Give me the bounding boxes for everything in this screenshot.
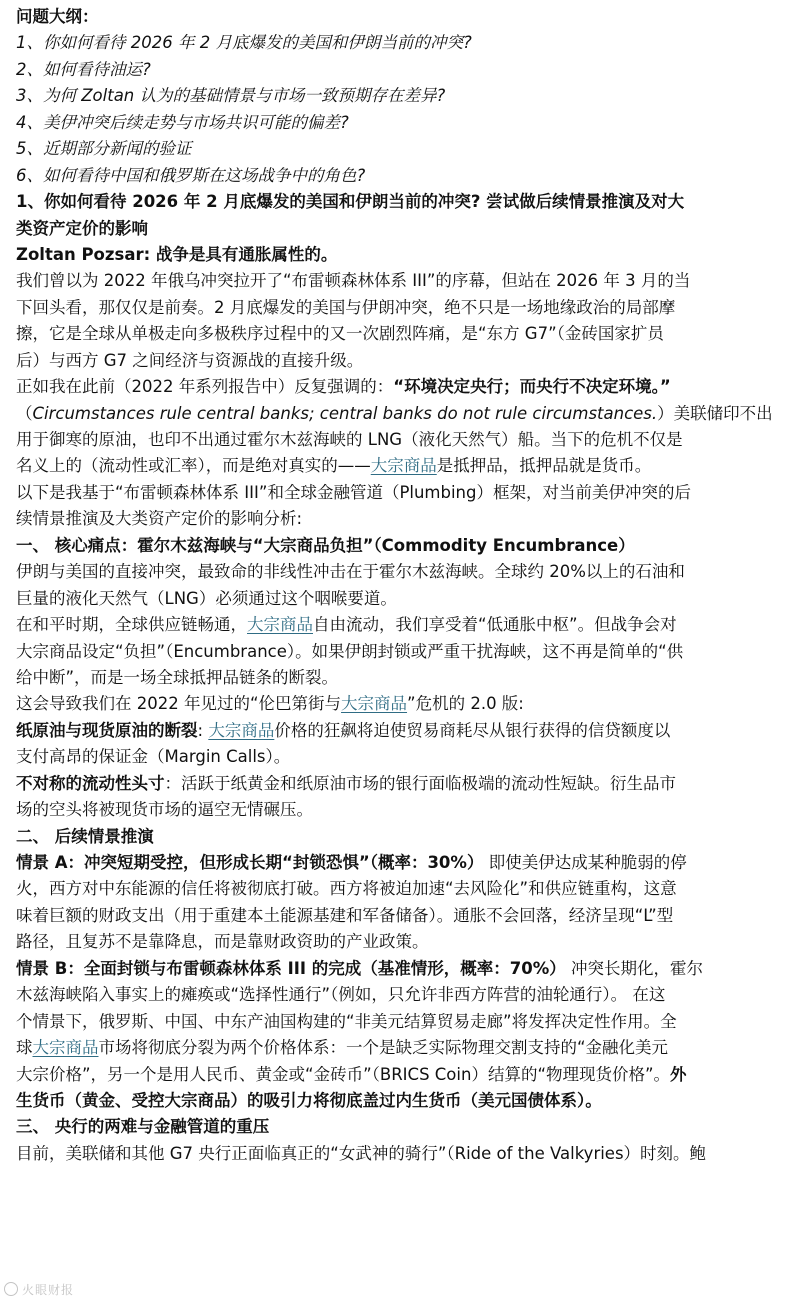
text-run: ：活跃于纸黄金和纸原油市场的银行面临极端的流动性短缺。衍生品市 bbox=[164, 773, 676, 793]
text-run: 火，西方对中东能源的信任将被彻底打破。西方将被迫加速“去风险化”和供应链重构，这意 bbox=[16, 879, 677, 899]
text-run: 5、近期部分新闻的验证 bbox=[16, 139, 192, 159]
text-line bbox=[16, 956, 790, 982]
text-run: 价格的狂飙将迫使贸易商耗尽从银行获得的信贷额度以 bbox=[274, 720, 671, 740]
text-run: 1、你如何看待 2026 年 2 月底爆发的美国和伊朗当前的冲突? bbox=[16, 33, 472, 53]
text-run: 给中断”，而是一场全球抵押品链条的断裂。 bbox=[16, 667, 339, 687]
text-line bbox=[16, 189, 790, 215]
text-line bbox=[16, 216, 790, 242]
text-line bbox=[16, 982, 790, 1008]
text-run: 后）与西方 G7 之间经济与资源战的直接升级。 bbox=[16, 350, 364, 370]
text-line bbox=[16, 268, 790, 294]
text-run: 伊朗与美国的直接冲突，最致命的非线性冲击在于霍尔木兹海峡。全球约 20%以上的石油和 bbox=[16, 562, 685, 582]
watermark-logo-icon bbox=[4, 1282, 18, 1296]
text-line bbox=[16, 401, 790, 427]
text-run: 冲突长期化，霍尔 bbox=[565, 958, 703, 978]
text-run: 球 bbox=[16, 1038, 33, 1058]
text-run: 即使美伊达成某种脆弱的停 bbox=[483, 853, 687, 872]
text-line bbox=[16, 533, 790, 559]
text-run: 纸原油与现货原油的断裂 bbox=[16, 720, 198, 740]
text-line bbox=[16, 1088, 790, 1114]
text-line bbox=[16, 83, 790, 109]
text-run: 这会导致我们在 2022 年见过的“伦巴第街与 bbox=[16, 694, 342, 714]
text-line bbox=[16, 1062, 790, 1088]
text-line bbox=[16, 824, 790, 850]
text-line bbox=[16, 110, 790, 136]
text-line bbox=[16, 57, 790, 83]
text-run: 问题大纲： bbox=[16, 7, 99, 26]
text-line bbox=[16, 163, 790, 189]
text-run: 我们曾以为 2022 年俄乌冲突拉开了“布雷顿森林体系 III”的序幕，但站在 2026 年 3 月的当 bbox=[16, 271, 691, 291]
text-run: ）美联储印不出 bbox=[657, 403, 773, 423]
text-line bbox=[16, 242, 790, 268]
text-line bbox=[16, 1009, 790, 1035]
text-run: 场的空头将被现货市场的逼空无情碾压。 bbox=[16, 800, 313, 820]
text-line bbox=[16, 30, 790, 56]
text-line bbox=[16, 903, 790, 929]
text-line bbox=[16, 929, 790, 955]
text-line bbox=[16, 453, 790, 479]
text-line bbox=[16, 1141, 790, 1167]
text-line bbox=[16, 506, 790, 532]
text-run: ”危机的 2.0 版: bbox=[407, 694, 524, 714]
text-line bbox=[16, 136, 790, 162]
text-run: 类资产定价的影响 bbox=[16, 218, 148, 238]
text-run: 3、为何 Zoltan 认为的基础情景与市场一致预期存在差异? bbox=[16, 86, 446, 106]
text-run: “环境决定央行；而央行不决定环境。” bbox=[393, 377, 671, 397]
text-run: 生货币（黄金、受控大宗商品）的吸引力将彻底盖过内生货币（美元国债体系）。 bbox=[16, 1090, 602, 1110]
text-line bbox=[16, 771, 790, 797]
text-run: 大宗价格”，另一个是用人民币、黄金或“金砖币”（BRICS Coin）结算的“物理现货价格”。 bbox=[16, 1064, 671, 1084]
text-run: 在和平时期，全球供应链畅通， bbox=[16, 615, 247, 635]
text-run: 续情景推演及大类资产定价的影响分析: bbox=[16, 509, 303, 529]
text-run: 名义上的（流动性或汇率），而是绝对真实的—— bbox=[16, 456, 371, 476]
text-run: 用于御寒的原油，也印不出通过霍尔木兹海峡的 LNG（液化天然气）船。当下的危机不仅是 bbox=[16, 430, 683, 449]
text-run: 一、 核心痛点：霍尔木兹海峡与“大宗商品负担”（Commodity Encumbrance） bbox=[16, 535, 635, 555]
text-run: 三、 央行的两难与金融管道的重压 bbox=[16, 1117, 270, 1137]
text-run: 正如我在此前（2022 年系列报告中）反复强调的： bbox=[16, 377, 394, 397]
text-line bbox=[16, 427, 790, 453]
watermark: 火眼财报 bbox=[4, 1281, 74, 1298]
text-run: 路径，且复苏不是靠降息，而是靠财政资助的产业政策。 bbox=[16, 932, 429, 952]
text-run: 2、如何看待油运? bbox=[16, 59, 151, 79]
text-run: 自由流动，我们享受着“低通胀中枢”。但战争会对 bbox=[313, 615, 677, 635]
text-run: 以下是我基于“布雷顿森林体系 III”和全球金融管道（Plumbing）框架，对当前美伊冲突的后 bbox=[16, 482, 691, 502]
text-line bbox=[16, 718, 790, 744]
text-line bbox=[16, 612, 790, 638]
text-line bbox=[16, 691, 790, 717]
text-run: 下回头看，那仅仅是前奏。2 月底爆发的美国与伊朗冲突，绝不只是一场地缘政治的局部摩 bbox=[16, 297, 676, 317]
text-run: 6、如何看待中国和俄罗斯在这场战争中的角色? bbox=[16, 165, 366, 185]
text-line bbox=[16, 665, 790, 691]
text-line bbox=[16, 586, 790, 612]
text-run: 大宗商品设定“负担”（Encumbrance）。如果伊朗封锁或严重干扰海峡，这不再是简单的“供 bbox=[16, 641, 684, 661]
commodity-link[interactable]: 大宗商品 bbox=[32, 1038, 99, 1058]
commodity-link[interactable]: 大宗商品 bbox=[208, 720, 275, 740]
text-line bbox=[16, 850, 790, 876]
text-run: 外 bbox=[670, 1064, 687, 1084]
text-line bbox=[16, 321, 790, 347]
commodity-link[interactable]: 大宗商品 bbox=[370, 456, 437, 476]
text-run: Zoltan Pozsar: 战争是具有通胀属性的。 bbox=[16, 244, 338, 264]
commodity-link[interactable]: 大宗商品 bbox=[247, 615, 313, 635]
text-run: 不对称的流动性头寸 bbox=[16, 773, 165, 793]
text-run: : bbox=[197, 720, 209, 740]
text-line bbox=[16, 4, 790, 30]
text-line bbox=[16, 876, 790, 902]
text-line bbox=[16, 639, 790, 665]
text-line bbox=[16, 559, 790, 585]
text-run: 擦，它是全球从单极走向多极秩序过程中的又一次剧烈阵痛，是“东方 G7”（金砖国家扩员 bbox=[16, 324, 664, 344]
text-run: 味着巨额的财政支出（用于重建本土能源基建和军备储备）。通胀不会回落，经济呈现“L”型 bbox=[16, 905, 674, 925]
text-line bbox=[16, 348, 790, 374]
text-line bbox=[16, 1114, 790, 1140]
text-run: （ bbox=[16, 403, 33, 423]
text-line bbox=[16, 1035, 790, 1061]
text-run: 二、 后续情景推演 bbox=[16, 826, 154, 846]
text-run: 支付高昂的保证金（Margin Calls）。 bbox=[16, 747, 291, 767]
text-line bbox=[16, 744, 790, 770]
text-line bbox=[16, 374, 790, 400]
text-line bbox=[16, 295, 790, 321]
text-run: 个情景下，俄罗斯、中国、中东产油国构建的“非美元结算贸易走廊”将发挥决定性作用。全 bbox=[16, 1011, 677, 1031]
text-run: 巨量的液化天然气（LNG）必须通过这个咽喉要道。 bbox=[16, 588, 397, 608]
text-run: 情景 B：全面封锁与布雷顿森林体系 III 的完成（基准情形，概率：70%） bbox=[16, 958, 566, 978]
text-run: 市场将彻底分裂为两个价格体系：一个是缺乏实际物理交割支持的“金融化美元 bbox=[98, 1038, 669, 1058]
text-run: 木兹海峡陷入事实上的瘫痪或“选择性通行”（例如，只允许非西方阵营的油轮通行）。 在这 bbox=[16, 985, 666, 1005]
text-run: 1、你如何看待 2026 年 2 月底爆发的美国和伊朗当前的冲突? 尝试做后续情景推演及对大 bbox=[16, 192, 685, 212]
text-line bbox=[16, 797, 790, 823]
text-run: 4、美伊冲突后续走势与市场共识可能的偏差? bbox=[16, 112, 349, 132]
commodity-link[interactable]: 大宗商品 bbox=[341, 694, 408, 714]
text-run: 目前，美联储和其他 G7 央行正面临真正的“女武神的骑行”（Ride of the Valkyries）时刻。鲍 bbox=[16, 1143, 707, 1163]
text-run: 是抵押品，抵押品就是货币。 bbox=[436, 456, 652, 476]
text-run: 情景 A：冲突短期受控，但形成长期“封锁恐惧”（概率：30%） bbox=[16, 853, 484, 872]
text-run: Circumstances rule central banks; central banks do not rule circumstances. bbox=[32, 403, 658, 423]
document-body bbox=[16, 4, 790, 1167]
text-line bbox=[16, 480, 790, 506]
